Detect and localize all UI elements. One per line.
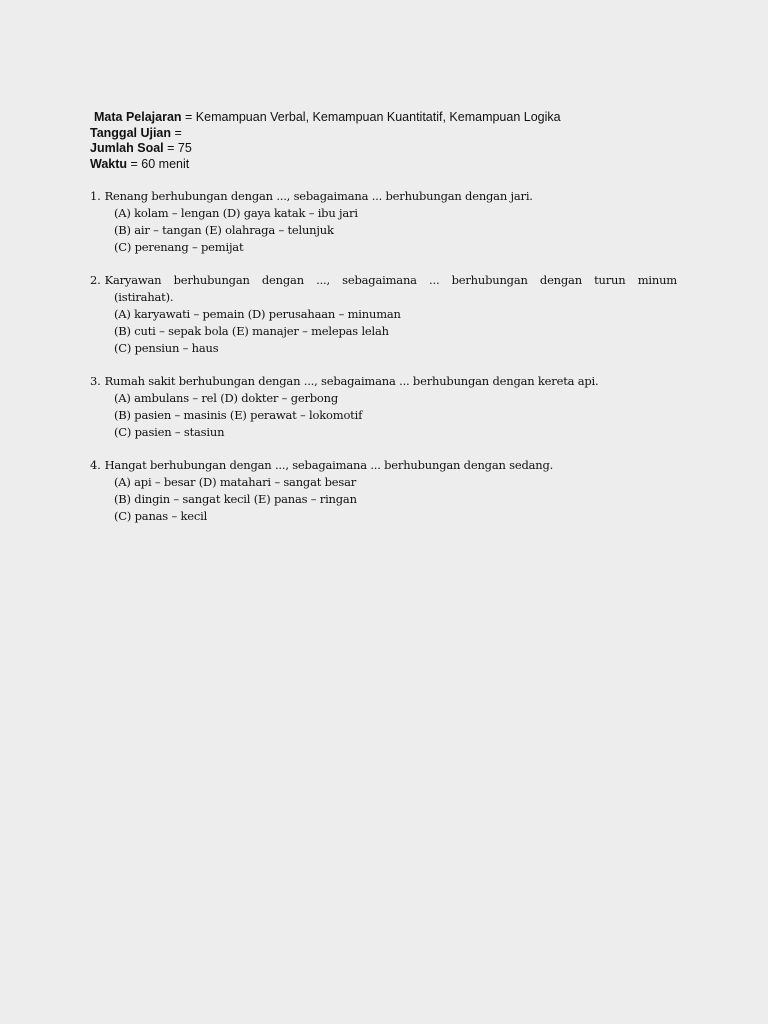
question-number: 2. <box>90 273 101 287</box>
exam-date-label: Tanggal Ujian <box>90 125 172 140</box>
subject-line <box>90 110 690 126</box>
question-stem <box>90 373 677 390</box>
question-1 <box>90 188 677 256</box>
question-4 <box>90 457 677 525</box>
question-count-label: Jumlah Soal <box>90 141 164 155</box>
answer-option: (C) pasien – stasiun <box>114 425 225 439</box>
answer-option: (B) cuti – sepak bola (E) manajer – melepas lelah <box>114 324 389 338</box>
question-text-continuation: (istirahat). <box>114 290 174 304</box>
exam-date-line <box>90 126 690 142</box>
exam-header <box>90 110 690 172</box>
question-stem <box>90 272 677 289</box>
subject-value: = Kemampuan Verbal, Kemampuan Kuantitatif, Kemampuan Logika <box>181 110 561 124</box>
exam-date-value: = <box>171 125 182 140</box>
question-stem <box>90 188 677 205</box>
question-count-line <box>90 141 690 157</box>
question-number: 1. <box>90 189 101 203</box>
time-label: Waktu <box>90 156 128 171</box>
question-number: 3. <box>90 374 101 388</box>
question-list <box>90 188 677 541</box>
question-text: Rumah sakit berhubungan dengan ..., sebagaimana ... berhubungan dengan kereta api. <box>104 374 599 388</box>
time-line <box>90 157 690 173</box>
question-text: Hangat berhubungan dengan ..., sebagaimana ... berhubungan dengan sedang. <box>104 458 554 472</box>
answer-option: (C) panas – kecil <box>114 509 208 523</box>
answer-option: (B) air – tangan (E) olahraga – telunjuk <box>114 223 334 237</box>
time-value: = 60 menit <box>127 156 190 171</box>
answer-option: (A) karyawati – pemain (D) perusahaan – minuman <box>114 307 401 321</box>
question-stem <box>90 457 677 474</box>
question-2 <box>90 272 677 357</box>
answer-option: (A) ambulans – rel (D) dokter – gerbong <box>114 391 339 405</box>
question-text: Renang berhubungan dengan ..., sebagaimana ... berhubungan dengan jari. <box>104 189 533 203</box>
question-text: Karyawan berhubungan dengan ..., sebagaimana ... berhubungan dengan turun minum <box>104 273 677 287</box>
answer-option: (B) dingin – sangat kecil (E) panas – ringan <box>114 492 357 506</box>
answer-option: (B) pasien – masinis (E) perawat – lokomotif <box>114 408 363 422</box>
question-count-value: = 75 <box>163 141 192 155</box>
answer-option: (A) kolam – lengan (D) gaya katak – ibu jari <box>114 206 358 220</box>
answer-option: (C) perenang – pemijat <box>114 240 244 254</box>
answer-option: (C) pensiun – haus <box>114 341 219 355</box>
answer-option: (A) api – besar (D) matahari – sangat besar <box>114 475 357 489</box>
question-number: 4. <box>90 458 101 472</box>
question-3 <box>90 373 677 441</box>
subject-label: Mata Pelajaran <box>94 110 182 124</box>
